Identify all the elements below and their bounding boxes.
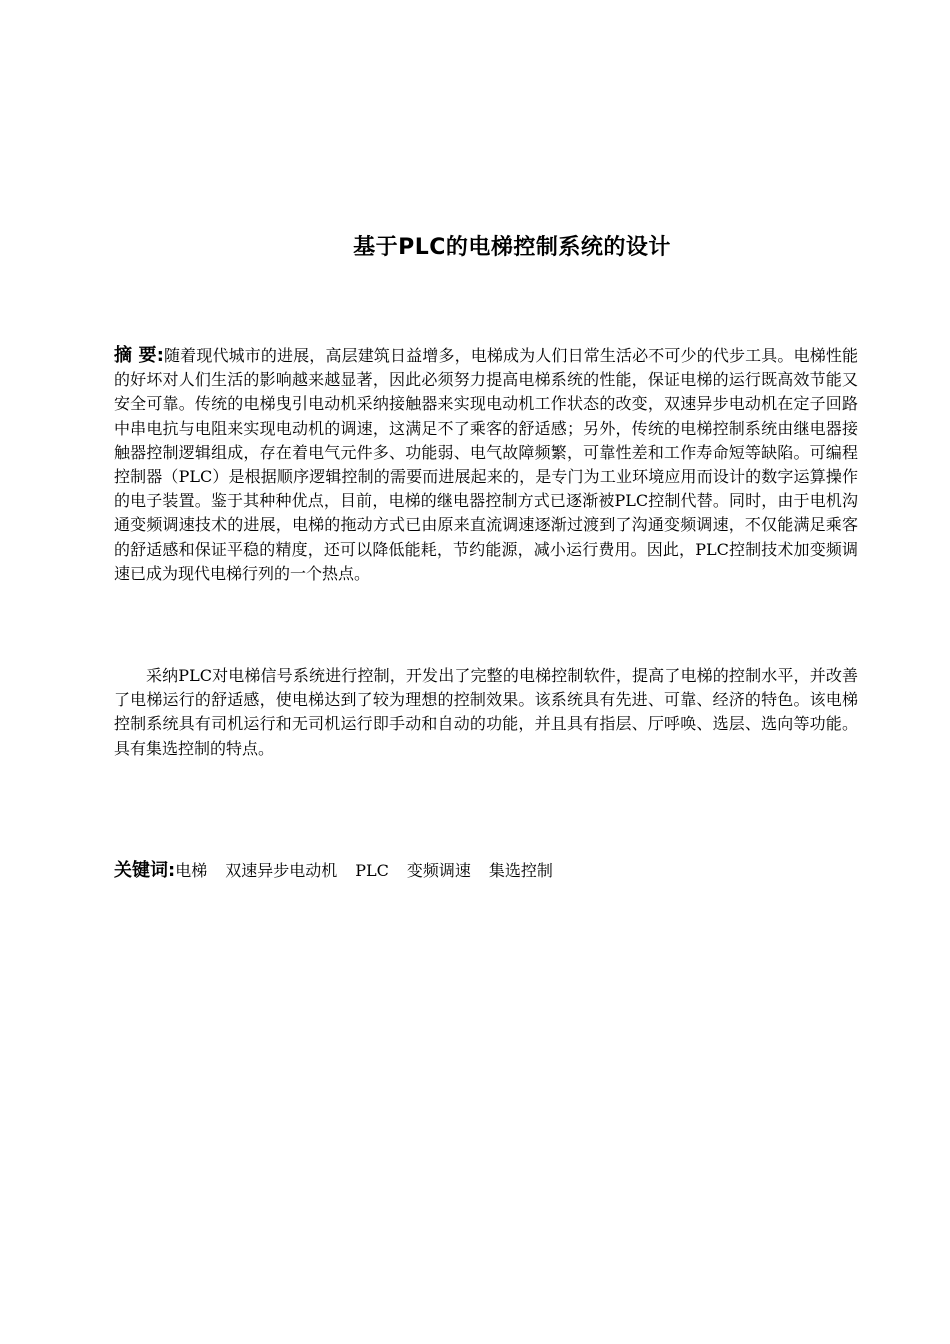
document-title: 基于PLC的电梯控制系统的设计 bbox=[353, 235, 671, 260]
keyword: PLC bbox=[355, 861, 389, 880]
keyword: 变频调速 bbox=[406, 861, 471, 880]
body-paragraph: 采纳PLC对电梯信号系统进行控制，开发出了完整的电梯控制软件，提高了电梯的控制水平，并改善了电梯运行的舒适感，使电梯达到了较为理想的控制效果。该系统具有先进、可靠、经济的特色。该电梯控制系统具有司机运行和无司机运行即手动和自动的功能，并且具有指层、厅呼唤、选层、选向等功能。具有集选控制的特点。 bbox=[114, 666, 858, 758]
keywords-line bbox=[114, 858, 858, 884]
keyword: 电梯 bbox=[175, 861, 208, 880]
abstract-text: 随着现代城市的进展，高层建筑日益增多，电梯成为人们日常生活必不可少的代步工具。电梯性能的好坏对人们生活的影响越来越显著，因此必须努力提高电梯系统的性能，保证电梯的运行既高效节能又安全可靠。传统的电梯曳引电动机采纳接触器来实现电动机工作状态的改变，双速异步电动机在定子回路中串电抗与电阻来实现电动机的调速，这满足不了乘客的舒适感；另外，传统的电梯控制系统由继电器接触器控制逻辑组成，存在着电气元件多、功能弱、电气故障频繁，可靠性差和工作寿命短等缺陷。可编程控制器（PLC）是根据顺序逻辑控制的需要而进展起来的，是专门为工业环境应用而设计的数字运算操作的电子装置。鉴于其种种优点，目前，电梯的继电器控制方式已逐渐被PLC控制代替。同时，由于电机沟通变频调速技术的进展，电梯的拖动方式已由原来直流调速逐渐过渡到了沟通变频调速，不仅能满足乘客的舒适感和保证平稳的精度，还可以降低能耗，节约能源，减小运行费用。因此，PLC控制技术加变频调速已成为现代电梯行列的一个热点。 bbox=[114, 346, 858, 583]
abstract-label: 摘 要: bbox=[114, 345, 164, 366]
keywords-label: 关键词: bbox=[114, 860, 176, 881]
keyword: 双速异步电动机 bbox=[225, 861, 338, 880]
abstract-paragraph bbox=[114, 344, 858, 586]
keyword: 集选控制 bbox=[488, 861, 553, 880]
